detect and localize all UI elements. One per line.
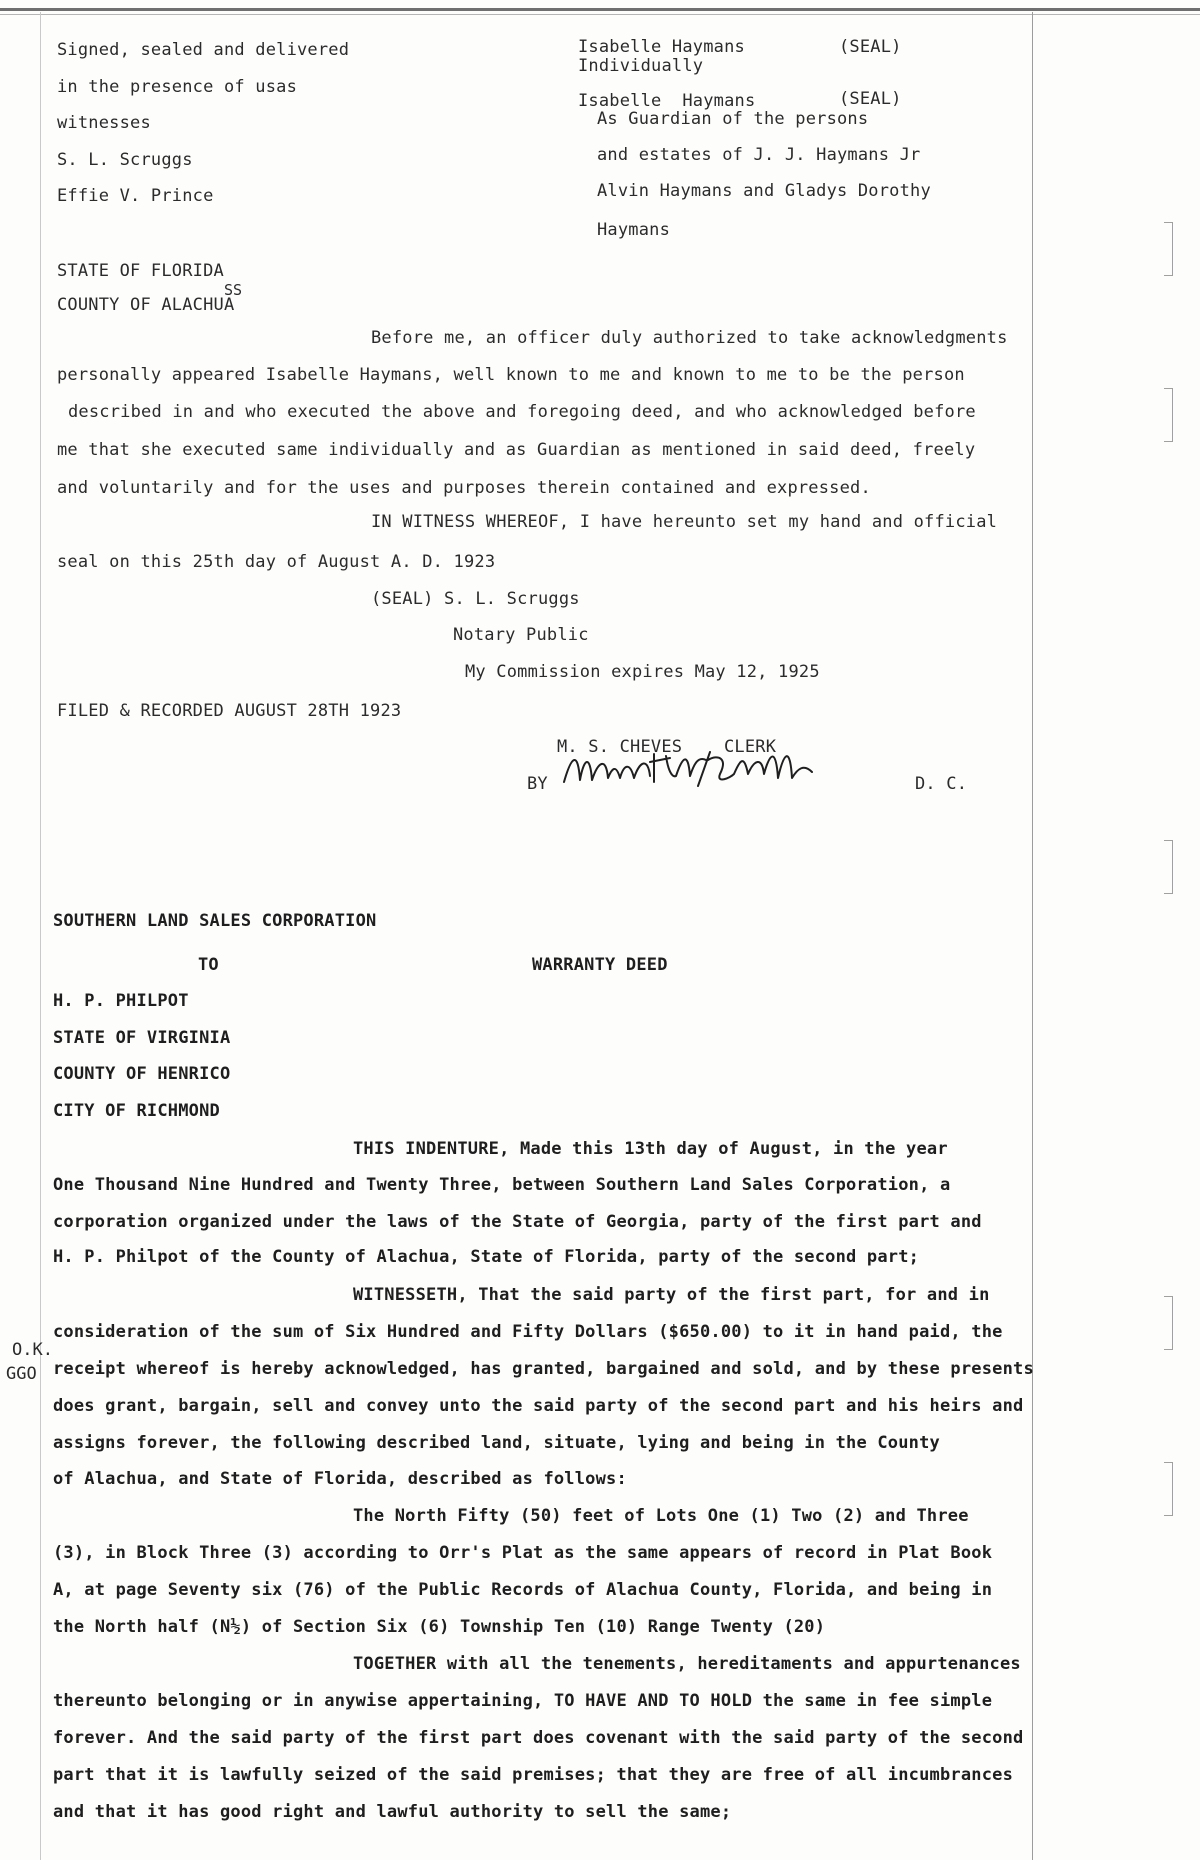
grantor-name-1: Isabelle Haymans bbox=[578, 37, 745, 57]
top-border-rule bbox=[0, 8, 1200, 11]
deed-body-line: consideration of the sum of Six Hundred and Fifty Dollars ($650.00) to it in hand paid, the bbox=[53, 1322, 1003, 1342]
ack-line-6: IN WITNESS WHEREOF, I have hereunto set my hand and official bbox=[371, 512, 998, 532]
ack-line-1: Before me, an officer duly authorized to take acknowledgments bbox=[371, 328, 1008, 348]
binder-bracket bbox=[1164, 1296, 1173, 1350]
deed-grantee: H. P. PHILPOT bbox=[53, 991, 189, 1011]
ack-line-3: described in and who executed the above and foregoing deed, and who acknowledged before bbox=[68, 402, 976, 422]
ack-state: STATE OF FLORIDA bbox=[57, 261, 224, 281]
deed-city: CITY OF RICHMOND bbox=[53, 1101, 220, 1121]
grantor-seal-1: (SEAL) bbox=[839, 37, 902, 57]
grantor-capacity-2-line-1: As Guardian of the persons bbox=[597, 109, 869, 129]
deed-grantor: SOUTHERN LAND SALES CORPORATION bbox=[53, 911, 377, 931]
top-border-rule-secondary bbox=[0, 14, 1200, 15]
deed-body-line: thereunto belonging or in anywise appertaining, TO HAVE AND TO HOLD the same in fee simple bbox=[53, 1691, 993, 1711]
ack-line-4: me that she executed same individually and as Guardian as mentioned in said deed, freely bbox=[57, 440, 976, 460]
grantor-capacity-2-line-4: Haymans bbox=[597, 220, 671, 240]
handwritten-signature bbox=[558, 734, 838, 798]
deed-body-line: H. P. Philpot of the County of Alachua, State of Florida, party of the second part; bbox=[53, 1247, 920, 1267]
grantor-name-2: Isabelle Haymans bbox=[578, 91, 756, 111]
witness-name-1: S. L. Scruggs bbox=[57, 150, 193, 170]
witness-line-3: witnesses bbox=[57, 113, 151, 133]
grantor-capacity-1: Individually bbox=[578, 56, 704, 76]
deed-body-line: One Thousand Nine Hundred and Twenty Three, between Southern Land Sales Corporation, a bbox=[53, 1175, 951, 1195]
witness-name-2: Effie V. Prince bbox=[57, 186, 214, 206]
witness-line-1: Signed, sealed and delivered bbox=[57, 40, 350, 60]
deed-body-line: and that it has good right and lawful authority to sell the same; bbox=[53, 1802, 732, 1822]
notary-signature: (SEAL) S. L. Scruggs bbox=[371, 589, 580, 609]
deed-body-line: the North half (N½) of Section Six (6) Township Ten (10) Range Twenty (20) bbox=[53, 1617, 826, 1637]
ack-ss: SS bbox=[224, 281, 243, 299]
filed-recorded: FILED & RECORDED AUGUST 28TH 1923 bbox=[57, 701, 402, 721]
deed-body-line: corporation organized under the laws of the State of Georgia, party of the first part and bbox=[53, 1212, 982, 1232]
grantor-capacity-2-line-3: Alvin Haymans and Gladys Dorothy bbox=[597, 181, 931, 201]
ack-line-2: personally appeared Isabelle Haymans, well known to me and known to me to be the person bbox=[57, 365, 965, 385]
deed-body-line: (3), in Block Three (3) according to Orr's Plat as the same appears of record in Plat Book bbox=[53, 1543, 993, 1563]
clerk-by: BY bbox=[527, 774, 548, 794]
clerk-name: M. S. CHEVES CLERK bbox=[557, 737, 777, 757]
notary-title: Notary Public bbox=[453, 625, 589, 645]
binder-bracket bbox=[1164, 388, 1173, 442]
ack-line-5: and voluntarily and for the uses and purposes therein contained and expressed. bbox=[57, 478, 871, 498]
deed-body-line: forever. And the said party of the first part does covenant with the said party of the second bbox=[53, 1728, 1024, 1748]
deed-body-line: receipt whereof is hereby acknowledged, has granted, bargained and sold, and by these presents bbox=[53, 1359, 1034, 1379]
deed-body-line: A, at page Seventy six (76) of the Public Records of Alachua County, Florida, and being in bbox=[53, 1580, 993, 1600]
right-margin-line bbox=[1032, 12, 1033, 1860]
deed-type: WARRANTY DEED bbox=[532, 955, 668, 975]
ack-line-7: seal on this 25th day of August A. D. 1923 bbox=[57, 552, 496, 572]
deed-county: COUNTY OF HENRICO bbox=[53, 1064, 231, 1084]
deed-to: TO bbox=[198, 955, 219, 975]
deed-body-line: does grant, bargain, sell and convey unto the said party of the second part and his heirs and bbox=[53, 1396, 1024, 1416]
notary-commission: My Commission expires May 12, 1925 bbox=[465, 662, 820, 682]
deed-body-line: TOGETHER with all the tenements, hereditaments and appurtenances bbox=[353, 1654, 1021, 1674]
deed-body-line: assigns forever, the following described land, situate, lying and being in the County bbox=[53, 1433, 940, 1453]
binder-bracket bbox=[1164, 1462, 1173, 1516]
grantor-capacity-2-line-2: and estates of J. J. Haymans Jr bbox=[597, 145, 921, 165]
witness-line-2: in the presence of usas bbox=[57, 77, 298, 97]
margin-note-initials: GGO bbox=[6, 1364, 37, 1384]
margin-note-ok: O.K. bbox=[12, 1340, 53, 1360]
deed-body-line: of Alachua, and State of Florida, described as follows: bbox=[53, 1469, 627, 1489]
binder-bracket bbox=[1164, 222, 1173, 276]
deputy-clerk: D. C. bbox=[915, 774, 968, 794]
left-margin-line bbox=[40, 12, 41, 1860]
deed-body-line: The North Fifty (50) feet of Lots One (1) Two (2) and Three bbox=[353, 1506, 969, 1526]
ack-county: COUNTY OF ALACHUA bbox=[57, 295, 235, 315]
binder-bracket bbox=[1164, 840, 1173, 894]
deed-body-line: THIS INDENTURE, Made this 13th day of August, in the year bbox=[353, 1139, 948, 1159]
deed-body-line: WITNESSETH, That the said party of the first part, for and in bbox=[353, 1285, 990, 1305]
deed-state: STATE OF VIRGINIA bbox=[53, 1028, 231, 1048]
deed-body-line: part that it is lawfully seized of the said premises; that they are free of all incumbrances bbox=[53, 1765, 1014, 1785]
grantor-seal-2: (SEAL) bbox=[839, 89, 902, 109]
